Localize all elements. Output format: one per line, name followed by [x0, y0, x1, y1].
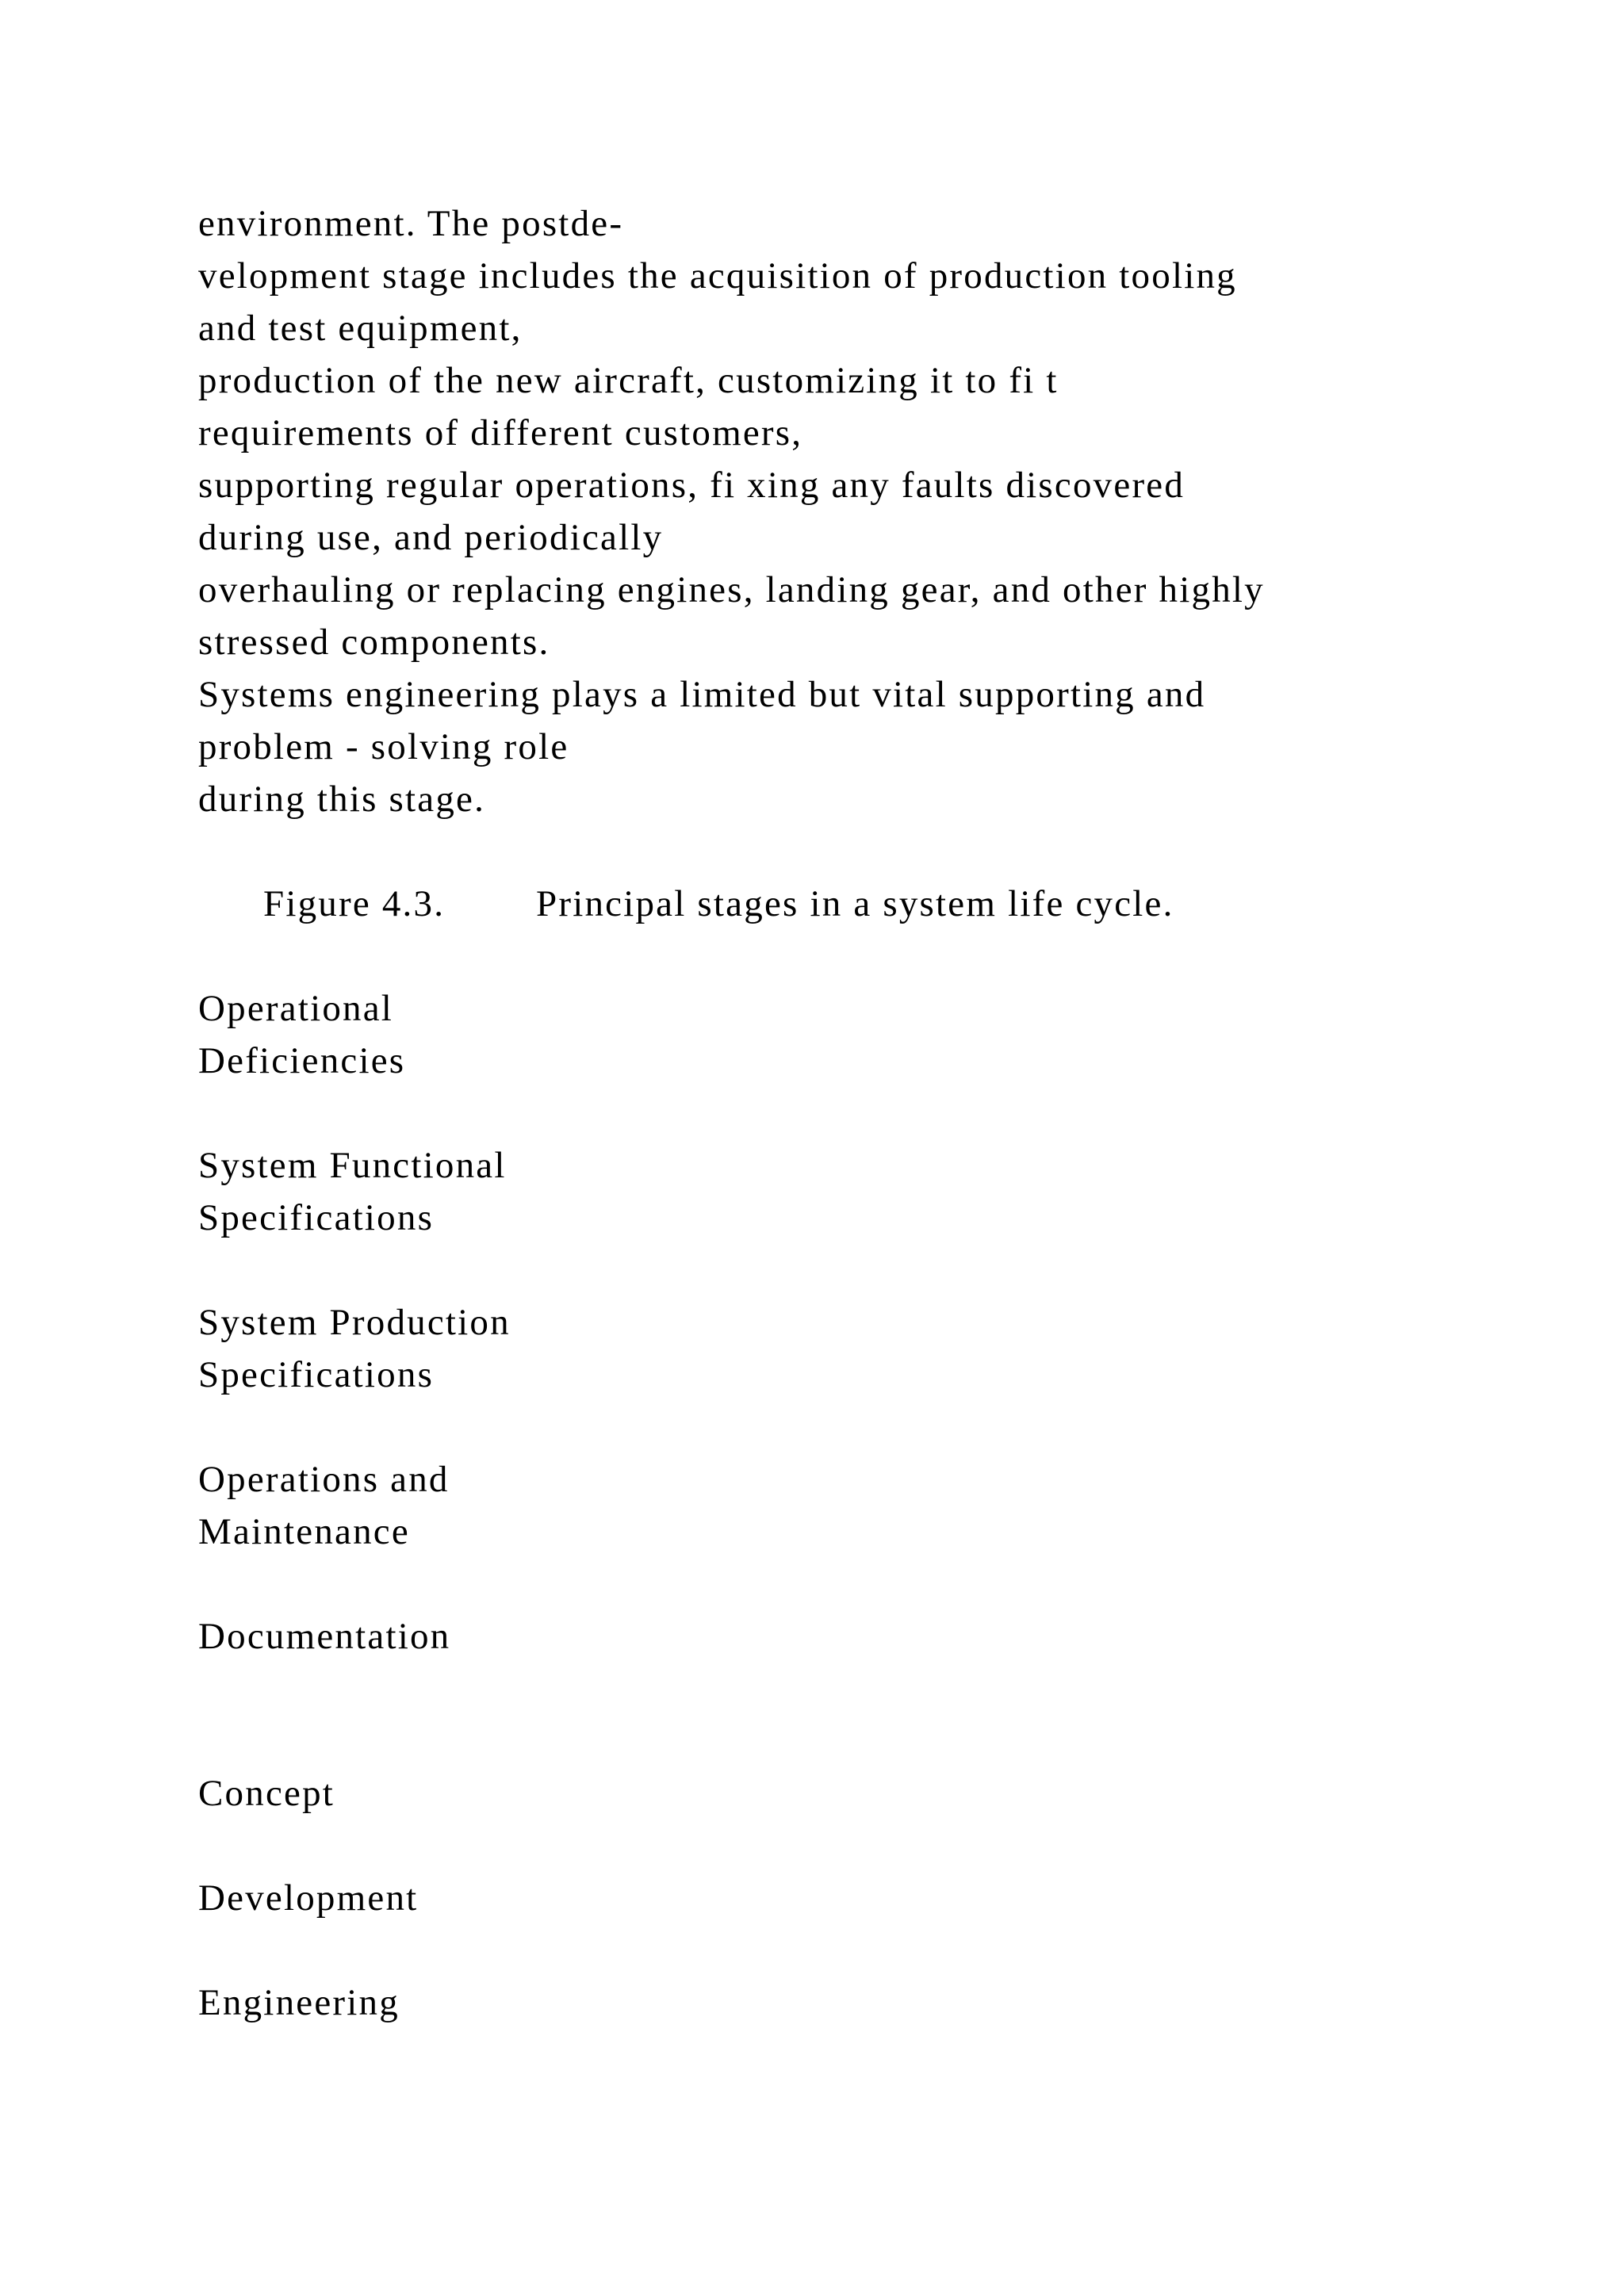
- body-text-line: supporting regular operations, fi xing any faults discovered: [198, 465, 1185, 506]
- body-text-line: during this stage.: [198, 779, 486, 820]
- figure-number: Figure 4.3.: [263, 883, 446, 924]
- body-text-line: environment. The postde-: [198, 203, 624, 244]
- body-text-line: and test equipment,: [198, 308, 523, 349]
- body-text-line: problem - solving role: [198, 726, 569, 767]
- figure-label: Maintenance: [198, 1511, 410, 1552]
- figure-caption-text: Principal stages in a system life cycle.: [536, 883, 1174, 924]
- body-text-line: overhauling or replacing engines, landing gear, and other highly: [198, 569, 1265, 610]
- figure-label: System Production: [198, 1302, 511, 1343]
- figure-label: Concept: [198, 1773, 335, 1814]
- figure-label: Documentation: [198, 1616, 451, 1657]
- figure-label: Specifications: [198, 1354, 435, 1395]
- figure-label: Engineering: [198, 1982, 400, 2023]
- figure-label: System Functional: [198, 1145, 507, 1186]
- figure-caption: [263, 878, 1174, 930]
- body-text-line: stressed components.: [198, 622, 550, 663]
- body-text-line: velopment stage includes the acquisition of production tooling: [198, 255, 1237, 297]
- figure-label: Operational: [198, 988, 394, 1029]
- figure-label: Specifications: [198, 1197, 435, 1238]
- body-text-line: production of the new aircraft, customizing it to fi t: [198, 360, 1059, 401]
- body-text-line: Systems engineering plays a limited but vital supporting and: [198, 674, 1206, 715]
- figure-label: Operations and: [198, 1459, 450, 1500]
- figure-label: Development: [198, 1877, 419, 1919]
- body-text-line: requirements of different customers,: [198, 412, 803, 453]
- figure-label: Deficiencies: [198, 1040, 406, 1081]
- body-text-line: during use, and periodically: [198, 517, 664, 558]
